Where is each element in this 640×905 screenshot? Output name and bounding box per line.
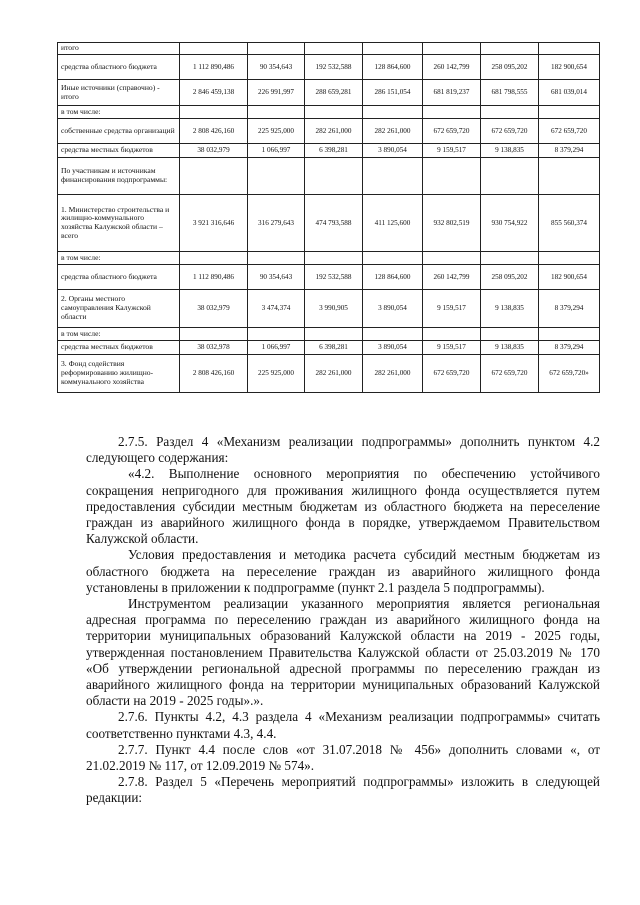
table-row [58, 341, 600, 355]
cell-2021: 411 125,600 [363, 195, 423, 252]
paragraph-2-7-7: 2.7.7. Пункт 4.4 после слов «от 31.07.2018 № 456» дополнить словами «, от 21.02.2019 № 117, от 12.09.2019 № 574». [86, 741, 600, 774]
cell-total: 38 032,978 [180, 341, 248, 355]
row-label: 3. Фонд содействия реформированию жилищно-коммунального хозяйства [58, 355, 180, 393]
cell-2020 [305, 106, 363, 119]
row-label: в том числе: [58, 106, 180, 119]
cell-2021 [363, 252, 423, 265]
paragraph-4-2-quote: «4.2. Выполнение основного мероприятия по обеспечению устойчивого сокращения непригодного для проживания жилищного фонда осуществляется путем предоставления субсидии местным бюджетам из областного бюджета на переселение граждан из аварийного жилищного фонда в порядке, утверждаемом Правительством Калужской области. [86, 466, 600, 547]
cell-2021: 3 890,054 [363, 290, 423, 328]
row-label: итого [58, 43, 180, 55]
cell-2020 [305, 43, 363, 55]
cell-2021: 282 261,000 [363, 355, 423, 393]
table-row [58, 328, 600, 341]
cell-2019 [248, 158, 305, 195]
cell-2022: 681 819,237 [423, 80, 481, 106]
row-label: средства местных бюджетов [58, 341, 180, 355]
cell-2019: 226 991,997 [248, 80, 305, 106]
paragraph-2-7-6: 2.7.6. Пункты 4.2, 4.3 раздела 4 «Механизм реализации подпрограммы» считать соответственно пунктами 4.3, 4.4. [86, 709, 600, 741]
cell-2020: 288 659,281 [305, 80, 363, 106]
cell-2020: 6 398,281 [305, 144, 363, 158]
cell-2024: 855 560,374 [539, 195, 600, 252]
cell-total [180, 43, 248, 55]
cell-2020: 3 990,905 [305, 290, 363, 328]
table-row [58, 106, 600, 119]
cell-2023 [481, 328, 539, 341]
cell-total: 3 921 316,646 [180, 195, 248, 252]
cell-2022: 9 159,517 [423, 341, 481, 355]
cell-total: 38 032,979 [180, 144, 248, 158]
cell-2020: 282 261,000 [305, 119, 363, 144]
cell-2022: 260 142,799 [423, 55, 481, 80]
cell-2021: 3 890,054 [363, 144, 423, 158]
cell-2022: 9 159,517 [423, 144, 481, 158]
cell-2024 [539, 158, 600, 195]
cell-2024: 672 659,720» [539, 355, 600, 393]
cell-2022 [423, 158, 481, 195]
cell-2019 [248, 106, 305, 119]
financing-table [57, 42, 600, 393]
cell-2023: 258 095,202 [481, 265, 539, 290]
cell-2020 [305, 158, 363, 195]
cell-2024: 681 039,014 [539, 80, 600, 106]
cell-2023: 930 754,922 [481, 195, 539, 252]
cell-2023: 9 138,835 [481, 290, 539, 328]
cell-2021 [363, 43, 423, 55]
cell-2021: 128 864,600 [363, 55, 423, 80]
cell-2024 [539, 106, 600, 119]
cell-2020: 192 532,588 [305, 55, 363, 80]
row-label: Иные источники (справочно) - итого [58, 80, 180, 106]
cell-2023: 9 138,835 [481, 341, 539, 355]
cell-2021 [363, 158, 423, 195]
cell-2023 [481, 158, 539, 195]
table-row [58, 290, 600, 328]
cell-2019: 316 279,643 [248, 195, 305, 252]
row-label: в том числе: [58, 252, 180, 265]
cell-2019 [248, 43, 305, 55]
row-label: 1. Министерство строительства и жилищно-коммунального хозяйства Калужской области – всего [58, 195, 180, 252]
cell-2023: 9 138,835 [481, 144, 539, 158]
table-row [58, 158, 600, 195]
cell-2024: 8 379,294 [539, 290, 600, 328]
cell-2022: 672 659,720 [423, 355, 481, 393]
cell-2023: 681 798,555 [481, 80, 539, 106]
table-row [58, 144, 600, 158]
cell-2022 [423, 106, 481, 119]
cell-total: 2 808 426,160 [180, 355, 248, 393]
row-label: средства областного бюджета [58, 55, 180, 80]
cell-2024 [539, 43, 600, 55]
cell-2019 [248, 328, 305, 341]
cell-total [180, 328, 248, 341]
row-label: 2. Органы местного самоуправления Калужской области [58, 290, 180, 328]
cell-2021: 128 864,600 [363, 265, 423, 290]
row-label: в том числе: [58, 328, 180, 341]
cell-2024 [539, 328, 600, 341]
table-row [58, 355, 600, 393]
cell-total: 1 112 890,486 [180, 55, 248, 80]
cell-2019 [248, 252, 305, 265]
cell-2020 [305, 252, 363, 265]
cell-2019: 1 066,997 [248, 341, 305, 355]
row-label: средства областного бюджета [58, 265, 180, 290]
cell-2023: 672 659,720 [481, 355, 539, 393]
cell-2024: 182 900,654 [539, 265, 600, 290]
cell-2022 [423, 252, 481, 265]
cell-2019: 1 066,997 [248, 144, 305, 158]
table-row [58, 252, 600, 265]
cell-total [180, 106, 248, 119]
cell-2019: 3 474,374 [248, 290, 305, 328]
table-body [58, 43, 600, 393]
financing-table-container [57, 42, 599, 393]
cell-2024: 672 659,720 [539, 119, 600, 144]
cell-2023 [481, 106, 539, 119]
cell-total [180, 158, 248, 195]
cell-total: 2 808 426,160 [180, 119, 248, 144]
cell-2022 [423, 328, 481, 341]
cell-2019: 225 925,000 [248, 119, 305, 144]
cell-2020: 474 793,588 [305, 195, 363, 252]
paragraph-2-7-5: 2.7.5. Раздел 4 «Механизм реализации подпрограммы» дополнить пунктом 4.2 следующего содержания: [86, 434, 600, 466]
row-label: средства местных бюджетов [58, 144, 180, 158]
cell-2022: 260 142,799 [423, 265, 481, 290]
row-label: собственные средства организаций [58, 119, 180, 144]
table-row [58, 80, 600, 106]
cell-2019: 90 354,643 [248, 55, 305, 80]
cell-2024: 8 379,294 [539, 341, 600, 355]
paragraph-2-7-8: 2.7.8. Раздел 5 «Перечень мероприятий подпрограммы» изложить в следующей редакции: [86, 774, 600, 806]
cell-2021 [363, 328, 423, 341]
cell-2024: 182 900,654 [539, 55, 600, 80]
cell-2021: 282 261,000 [363, 119, 423, 144]
cell-2023 [481, 252, 539, 265]
cell-total: 38 032,979 [180, 290, 248, 328]
row-label: По участникам и источникам финансирования подпрограммы: [58, 158, 180, 195]
cell-2021: 3 890,054 [363, 341, 423, 355]
cell-2020 [305, 328, 363, 341]
cell-2024: 8 379,294 [539, 144, 600, 158]
table-row [58, 195, 600, 252]
cell-2022: 9 159,517 [423, 290, 481, 328]
table-row [58, 119, 600, 144]
document-body-text [86, 434, 600, 807]
table-row [58, 43, 600, 55]
cell-2022: 672 659,720 [423, 119, 481, 144]
cell-2021: 286 151,054 [363, 80, 423, 106]
cell-2020: 282 261,000 [305, 355, 363, 393]
cell-total: 1 112 890,486 [180, 265, 248, 290]
cell-2023 [481, 43, 539, 55]
cell-total: 2 846 459,138 [180, 80, 248, 106]
cell-2019: 90 354,643 [248, 265, 305, 290]
cell-2023: 258 095,202 [481, 55, 539, 80]
cell-2024 [539, 252, 600, 265]
paragraph-instrument: Инструментом реализации указанного мероприятия является региональная адресная программа по переселению граждан из аварийного жилищного фонда на территории муниципальных образований Калужской области на 2019 - 2025 годы, утвержденная постановлением Правительства Калужской области от 25.03.2019 № 170 «Об утверждении региональной адресной программы по переселению граждан из аварийного жилищного фонда на территории муниципальных образований Калужской области на 2019 - 2025 годы».». [86, 596, 600, 709]
cell-total [180, 252, 248, 265]
cell-2019: 225 925,000 [248, 355, 305, 393]
cell-2022: 932 802,519 [423, 195, 481, 252]
paragraph-conditions: Условия предоставления и методика расчета субсидий местным бюджетам из областного бюджета на переселение граждан из аварийного жилищного фонда установлены в приложении к подпрограмме (пункт 2.1 раздела 5 подпрограммы). [86, 547, 600, 595]
cell-2023: 672 659,720 [481, 119, 539, 144]
cell-2022 [423, 43, 481, 55]
table-row [58, 265, 600, 290]
cell-2020: 192 532,588 [305, 265, 363, 290]
table-row [58, 55, 600, 80]
cell-2020: 6 398,281 [305, 341, 363, 355]
cell-2021 [363, 106, 423, 119]
